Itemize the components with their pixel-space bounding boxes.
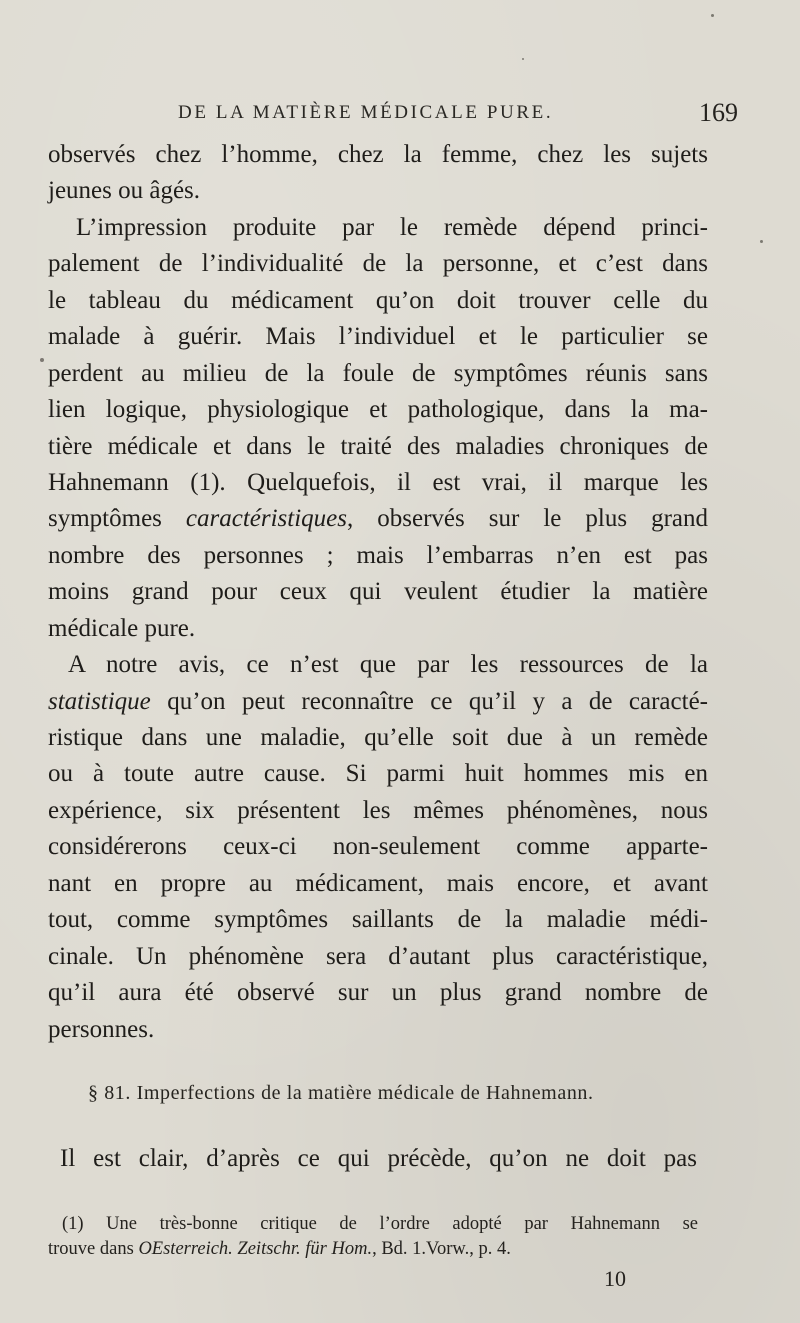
text-line: ou à toute autre cause. Si parmi huit hommes mis en <box>48 760 708 788</box>
emphasis-text: caractéristiques <box>185 505 348 533</box>
text-line: lien logique, physiologique et pathologique, dans la ma- <box>48 396 708 424</box>
text-fragment: , Bd. 1.Vorw., p. 4. <box>372 1239 511 1259</box>
citation-title: OEsterreich. Zeitschr. für Hom. <box>138 1239 373 1259</box>
text-fragment: qu’on peut reconnaître ce qu’il y a de caracté- <box>150 687 708 715</box>
text-line: jeunes ou âgés. <box>48 177 201 205</box>
body-text <box>48 137 708 1048</box>
text-line: moins grand pour ceux qui veulent étudier la matière <box>48 578 708 606</box>
text-fragment: symptômes <box>48 505 162 533</box>
text-line: Hahnemann (1). Quelquefois, il est vrai, il marque les <box>48 468 708 496</box>
footnote-line: (1) Une très-bonne critique de l’ordre adopté par Hahnemann se <box>62 1214 698 1234</box>
text-line: considérerons ceux-ci non-seulement comme apparte- <box>48 833 708 861</box>
text-line: médicale pure. <box>48 614 196 642</box>
text-line: tout, comme symptômes saillants de la maladie médi- <box>48 906 708 934</box>
text-line: expérience, six présentent les mêmes phénomènes, nous <box>48 796 708 824</box>
text-line: nombre des personnes ; mais l’embarras n’en est pas <box>48 541 708 569</box>
text-line: observés chez l’homme, chez la femme, chez les sujets <box>48 141 708 168</box>
footnote-line <box>48 1237 698 1262</box>
text-line: le tableau du médicament qu’on doit trouver celle du <box>48 286 708 314</box>
text-fragment: trouve dans <box>48 1239 139 1259</box>
text-line <box>48 684 708 720</box>
page-number: 169 <box>699 98 738 127</box>
paper-speck <box>40 358 44 362</box>
paper-speck <box>522 58 524 60</box>
text-line: Il est clair, d’après ce qui précède, qu’on ne doit pas <box>60 1145 697 1172</box>
text-line: malade à guérir. Mais l’individuel et le particulier se <box>48 323 708 351</box>
text-line: ristique dans une maladie, qu’elle soit due à un remède <box>48 724 708 751</box>
paragraph-start-line: A notre avis, ce n’est que par les ressources de la <box>68 651 708 679</box>
footnote <box>48 1212 698 1262</box>
text-line: nant en propre au médicament, mais encore, et avant <box>48 869 708 897</box>
text-line: tière médicale et dans le traité des maladies chroniques de <box>48 432 708 460</box>
text-fragment: , observés sur le plus grand <box>347 505 708 533</box>
text-line <box>48 501 708 537</box>
signature-mark: 10 <box>604 1266 626 1291</box>
paper-speck <box>711 14 714 17</box>
text-line: cinale. Un phénomène sera d’autant plus caractéristique, <box>48 942 708 970</box>
text-line: perdent au milieu de la foule de symptômes réunis sans <box>48 359 708 387</box>
text-line: personnes. <box>48 1015 155 1043</box>
paper-speck <box>760 240 763 243</box>
running-title: DE LA MATIÈRE MÉDICALE PURE. <box>178 102 554 123</box>
section-heading: § 81. Imperfections de la matière médicale de Hahnemann. <box>88 1082 594 1104</box>
emphasis-text: statistique <box>48 687 151 715</box>
paragraph-start-line: L’impression produite par le remède dépend princi- <box>76 213 708 241</box>
text-line: palement de l’individualité de la personne, et c’est dans <box>48 250 708 278</box>
text-line: qu’il aura été observé sur un plus grand nombre de <box>48 979 708 1007</box>
running-head <box>178 98 738 132</box>
